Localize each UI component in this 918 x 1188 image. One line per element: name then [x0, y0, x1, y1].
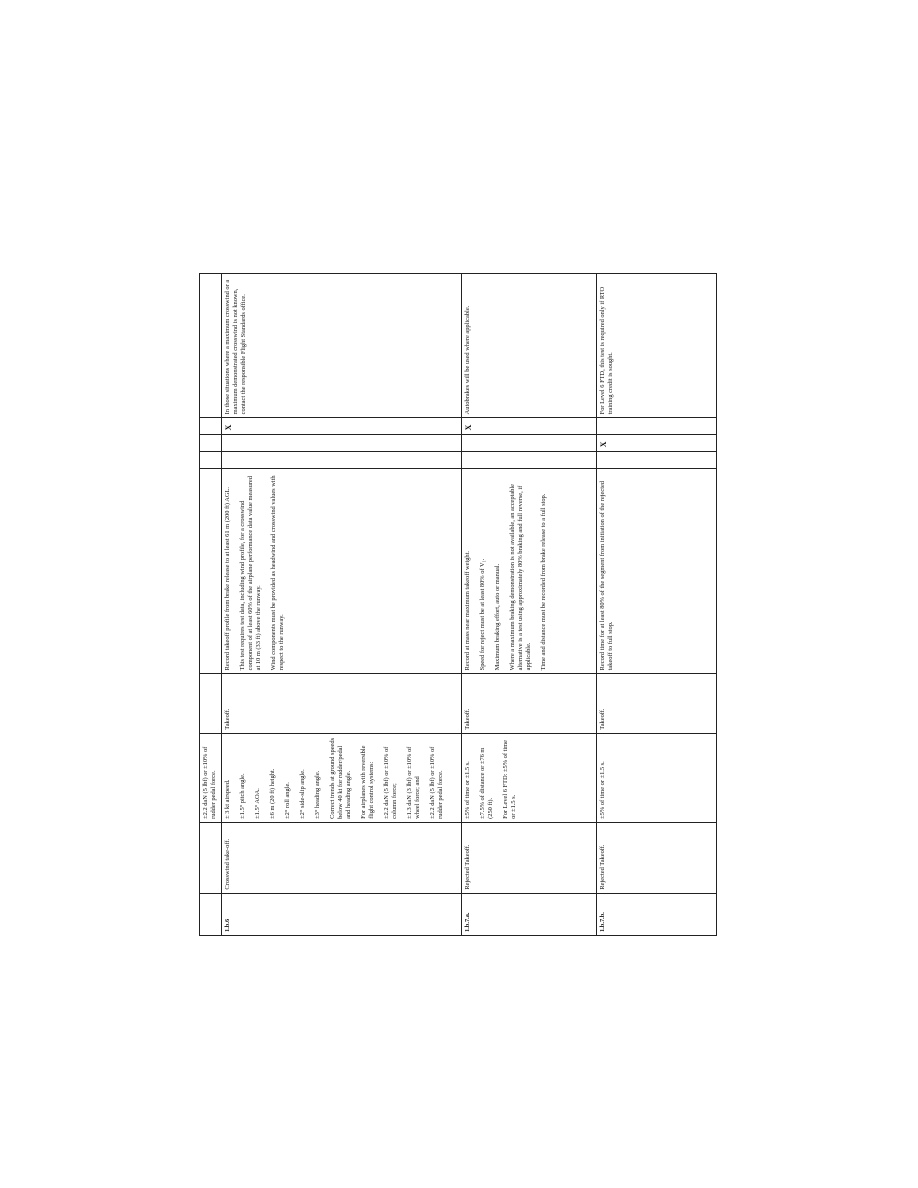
cell-remarks [222, 274, 462, 418]
tolerance-text: ±5% of time or ±1.5 s. [464, 761, 471, 819]
cell-remarks [597, 274, 717, 418]
cell-tolerance [200, 733, 222, 822]
procedure-text: Record at mass near maximum takeoff weight. [464, 551, 471, 671]
cell-empty [200, 469, 222, 674]
cell-empty [200, 435, 222, 452]
cell-procedures [462, 469, 597, 674]
cell-tolerance [597, 733, 717, 822]
tolerance-text: ±2° roll angle. [284, 782, 291, 819]
test-name: Crosswind take-off. [222, 822, 462, 893]
flight-condition: Takeoff. [462, 674, 597, 733]
table-row-carryover [200, 274, 222, 936]
procedure-text: Maximum braking effort, auto or manual. [494, 563, 501, 671]
cell-empty [200, 674, 222, 733]
tolerance-text: ±1.3 daN (3 lbf) or ±10% of wheel force; and [406, 746, 421, 819]
procedure-text: Time and distance must be recorded from brake release to a full stop. [540, 493, 547, 671]
remarks-text: Autobrakes will be used where applicable. [464, 305, 471, 415]
level-mark: X [597, 435, 717, 452]
test-name: Rejected Takeoff. [462, 822, 597, 893]
level-mark: X [222, 418, 462, 435]
tolerance-text: ±7.5% of distance or ±76 m (250 ft). [479, 747, 494, 819]
cell-empty [200, 418, 222, 435]
cell-empty [200, 452, 222, 469]
tolerance-text: For airplanes with reversible flight control systems: [360, 745, 375, 819]
test-id: 1.b.7.a. [462, 893, 597, 935]
rotated-page [199, 273, 717, 936]
tolerance-text: ±2.2 daN (5 lbf) or ±10% of rudder pedal force. [202, 746, 217, 819]
table-row-1b6 [222, 274, 462, 936]
tolerance-text: ± 3 kt airspeed. [224, 779, 231, 819]
table-row-1b7b [597, 274, 717, 936]
test-requirements-table [199, 273, 717, 936]
table-row-1b7a [462, 274, 597, 936]
procedure-text: Wind components must be provided as headwind and crosswind values with respect to the runway. [270, 475, 285, 671]
remarks-text: In those situations where a maximum crosswind or a maximum demonstrated crosswind is not known, contact the responsible Flight Standards office. [224, 279, 247, 415]
cell-empty [200, 822, 222, 893]
cell-procedures [597, 469, 717, 674]
cell-tolerance [462, 733, 597, 822]
tolerance-text: ±2.2 daN (5 lbf) or ±10% of column force; [383, 746, 398, 819]
tolerance-text: ±6 m (20 ft) height. [269, 768, 276, 819]
level-mark [597, 418, 717, 435]
tolerance-text: For Level 6 FTD: ±5% of time or ±1.5 s. [502, 740, 517, 819]
test-id: 1.b.7.b. [597, 893, 717, 935]
tolerance-text: ±3° heading angle. [314, 770, 321, 819]
level-mark [462, 435, 597, 452]
procedure-text: Where a maximum braking demonstration is not available, an acceptable alternative is a test using approximately 80% braking and full reverse, if applicable. [509, 484, 532, 671]
cell-remarks [462, 274, 597, 418]
cell-empty [200, 893, 222, 935]
remarks-text: For Level 6 FTD, this test is required only if RTO training credit is sought. [599, 286, 614, 415]
tolerance-text: ±5% of time or ±1.5 s. [599, 761, 606, 819]
tolerance-text: ±2° side-slip angle. [299, 769, 306, 819]
flight-condition: Takeoff. [597, 674, 717, 733]
tolerance-text: ±1.5° AOA. [254, 788, 261, 819]
procedure-text: Record takeoff profile from brake release to at least 61 m (200 ft) AGL. [224, 486, 231, 671]
procedure-text: Speed for reject must be at least 80% of V₁. [479, 558, 486, 671]
tolerance-text: Correct trends at ground speeds below 40 kt for rudder/pedal and heading angle. [329, 737, 352, 819]
level-mark [597, 452, 717, 469]
test-name: Rejected Takeoff. [597, 822, 717, 893]
cell-tolerance [222, 733, 462, 822]
level-mark [462, 452, 597, 469]
cell-empty [200, 274, 222, 418]
procedure-text: Record time for at least 80% of the segment from initiation of the rejected takeoff to full stop. [599, 480, 614, 671]
level-mark [222, 452, 462, 469]
test-id: 1.b.6 [222, 893, 462, 935]
tolerance-text: ±1.5° pitch angle. [239, 773, 246, 819]
procedure-text: This test requires test data, including wind profile, for a crosswind component of at least 60% of the airplane performance data value measured at 10 m (33 ft) above the runway. [239, 476, 262, 671]
tolerance-text: ±2.2 daN (5 lbf) or ±10% of rudder pedal force. [429, 746, 444, 819]
rotated-table-wrapper [199, 273, 717, 936]
level-mark: X [462, 418, 597, 435]
flight-condition: Takeoff. [222, 674, 462, 733]
level-mark [222, 435, 462, 452]
cell-procedures [222, 469, 462, 674]
